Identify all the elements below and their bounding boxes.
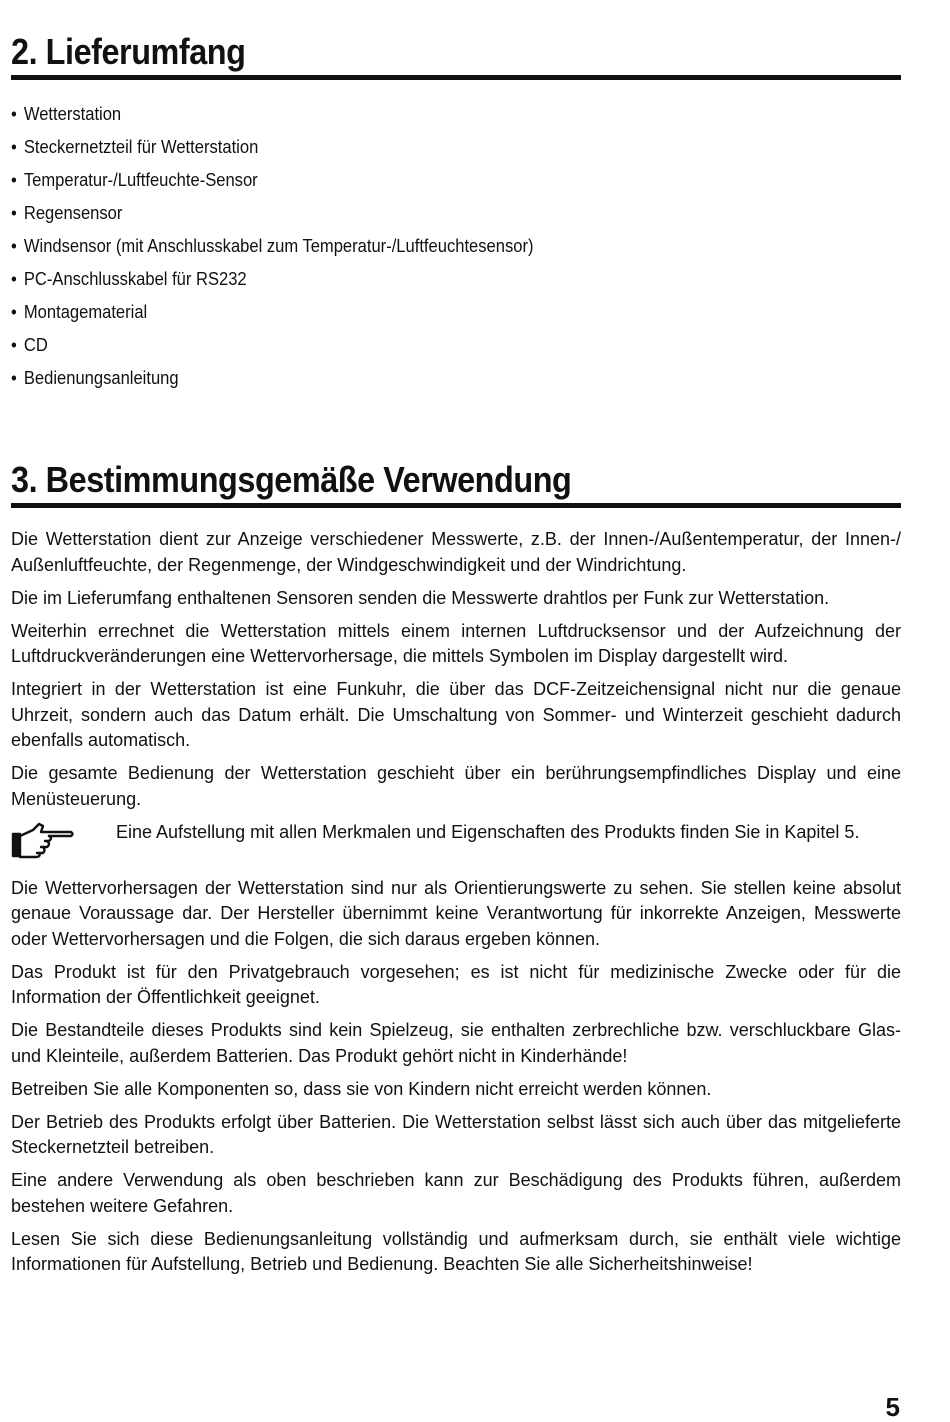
list-item: • Steckernetzteil für Wetterstation — [11, 131, 533, 164]
paragraph: Weiterhin errechnet die Wetterstation mittels einem internen Luftdrucksensor und der Aufzeichnung der Luftdruckveränderungen eine Wettervorhersage, die mittels Symbolen im Display dargestellt wird. — [11, 620, 901, 666]
bullet: • — [11, 302, 17, 322]
paragraph: Die Wettervorhersagen der Wetterstation sind nur als Orientierungswerte zu sehen. Sie stellen keine absolut genaue Voraussage dar. Der Hersteller übernimmt keine Verantwortung für inkorrekte Anzeigen, Messwerte oder Wettervorhersagen und die Folgen, die sich daraus ergeben können. — [11, 877, 901, 949]
bullet: • — [11, 104, 17, 124]
bullet: • — [11, 203, 17, 223]
section-rule — [11, 503, 901, 508]
paragraph: Lesen Sie sich diese Bedienungsanleitung vollständig und aufmerksam durch, sie enthält viele wichtige Informationen für Aufstellung, Betrieb und Bedienung. Beachten Sie alle Sicherheitshinweise! — [11, 1228, 901, 1274]
bullet: • — [11, 137, 17, 157]
pointing-hand-icon — [11, 820, 75, 860]
list-item: • Temperatur-/Luftfeuchte-Sensor — [11, 164, 533, 197]
list-item: • Bedienungsanleitung — [11, 362, 533, 395]
list-item: • Windsensor (mit Anschlusskabel zum Temperatur-/Luftfeuchtesensor) — [11, 230, 533, 263]
section-rule — [11, 75, 901, 80]
delivery-contents-list — [11, 98, 579, 395]
section-body — [11, 527, 901, 1285]
bullet: • — [11, 368, 17, 388]
paragraph: Die Wetterstation dient zur Anzeige verschiedener Messwerte, z.B. der Innen-/Außentemperatur, der Innen-/ Außenluftfeuchte, der Regenmenge, der Windgeschwindigkeit und der Windrichtung. — [11, 529, 901, 575]
section-title-bestimmungsgemaesse-verwendung: 3. Bestimmungsgemäße Verwendung — [11, 459, 572, 500]
bullet: • — [11, 236, 17, 256]
bullet: • — [11, 335, 17, 355]
paragraph: Der Betrieb des Produkts erfolgt über Batterien. Die Wetterstation selbst lässt sich auch über das mitgelieferte Steckernetzteil betreiben. — [11, 1111, 901, 1157]
list-item: • Wetterstation — [11, 98, 533, 131]
paragraph: Das Produkt ist für den Privatgebrauch vorgesehen; es ist nicht für medizinische Zwecke oder für die Information der Öffentlichkeit geeignet. — [11, 961, 901, 1007]
paragraph: Die im Lieferumfang enthaltenen Sensoren senden die Messwerte drahtlos per Funk zur Wetterstation. — [11, 587, 830, 608]
paragraph: Die gesamte Bedienung der Wetterstation geschieht über ein berührungsempfindliches Display und eine Menüsteuerung. — [11, 763, 901, 809]
list-item: • Regensensor — [11, 197, 533, 230]
list-item: • PC-Anschlusskabel für RS232 — [11, 263, 533, 296]
paragraph: Betreiben Sie alle Komponenten so, dass sie von Kindern nicht erreicht werden können. — [11, 1078, 712, 1099]
paragraph: Die Bestandteile dieses Produkts sind kein Spielzeug, sie enthalten zerbrechliche bzw. verschluckbare Glas- und Kleinteile, außerdem Batterien. Das Produkt gehört nicht in Kinderhände! — [11, 1020, 901, 1066]
paragraph: Eine andere Verwendung als oben beschrieben kann zur Beschädigung des Produkts führen, außerdem bestehen weitere Gefahren. — [11, 1170, 901, 1216]
page-number: 5 — [885, 1392, 900, 1422]
paragraph: Integriert in der Wetterstation ist eine Funkuhr, die über das DCF-Zeitzeichensignal nicht nur die genaue Uhrzeit, sondern auch das Datum erhält. Die Umschaltung von Sommer- und Winterzeit geschieht dadurch ebenfalls automatisch. — [11, 679, 901, 750]
bullet: • — [11, 170, 17, 190]
note-hint — [11, 820, 901, 876]
list-item: • Montagematerial — [11, 296, 533, 329]
list-item: • CD — [11, 329, 533, 362]
bullet: • — [11, 269, 17, 289]
note-text: Eine Aufstellung mit allen Merkmalen und Eigenschaften des Produkts finden Sie in Kapitel 5. — [116, 821, 860, 842]
section-title-lieferumfang: 2. Lieferumfang — [11, 31, 246, 72]
